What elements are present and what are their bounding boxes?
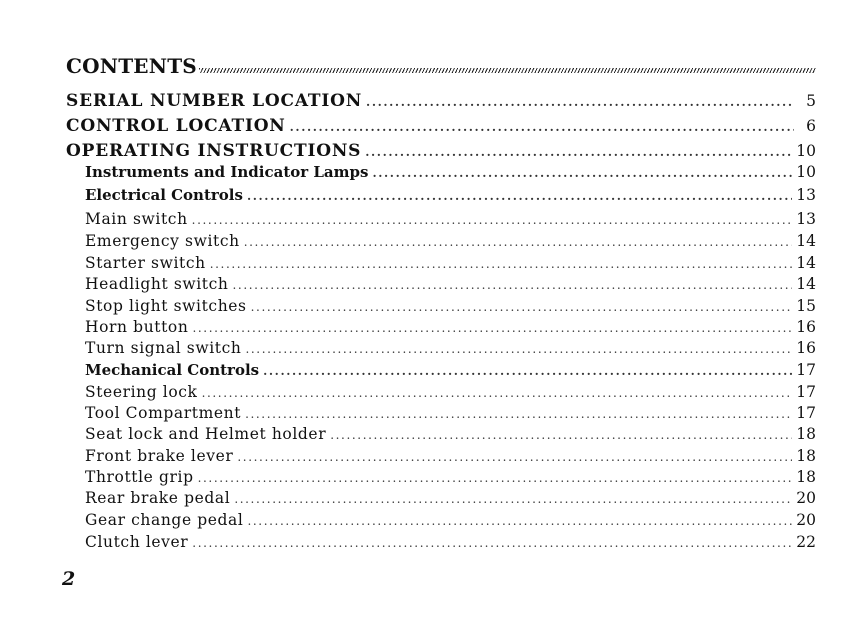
toc-dot-leader (290, 120, 794, 134)
toc-entry[interactable] (66, 141, 816, 161)
toc-dot-leader (234, 492, 792, 506)
toc-entry-label: Tool Compartment (85, 404, 242, 422)
toc-entry-page-number: 16 (796, 318, 816, 336)
toc-entry[interactable] (85, 254, 816, 272)
toc-dot-leader (237, 450, 792, 464)
toc-entry-label: Mechanical Controls (85, 361, 260, 379)
toc-entry-label: Headlight switch (85, 275, 229, 293)
toc-dot-leader (247, 189, 792, 203)
toc-entry[interactable] (85, 318, 816, 336)
toc-entry-page-number: 6 (806, 117, 816, 135)
toc-dot-leader (263, 364, 792, 378)
toc-entry[interactable] (66, 91, 816, 111)
toc-entry-label: Main switch (85, 210, 188, 228)
toc-entry-label: Front brake lever (85, 447, 234, 465)
toc-dot-leader (366, 95, 794, 109)
toc-entry-page-number: 20 (796, 511, 816, 529)
toc-dot-leader (372, 166, 792, 180)
toc-dot-leader (198, 471, 793, 485)
toc-dot-leader (330, 428, 792, 442)
toc-entry-label: OPERATING INSTRUCTIONS (66, 141, 362, 161)
toc-entry[interactable] (85, 275, 816, 293)
toc-entry[interactable] (85, 425, 816, 443)
toc-dot-leader (245, 342, 792, 356)
toc-entry-page-number: 17 (796, 383, 816, 401)
page-number: 2 (62, 568, 76, 590)
toc-entry-label: Rear brake pedal (85, 489, 231, 507)
toc-entry-page-number: 18 (796, 425, 816, 443)
toc-dot-leader (233, 278, 793, 292)
toc-entry[interactable] (85, 489, 816, 507)
contents-heading-row (66, 46, 816, 76)
heading-hatched-rule (199, 68, 816, 73)
toc-entry[interactable] (85, 297, 816, 315)
toc-entry-page-number: 14 (796, 275, 816, 293)
toc-entry[interactable] (66, 116, 816, 136)
toc-entry-page-number: 14 (796, 254, 816, 272)
toc-dot-leader (245, 407, 792, 421)
toc-entry-label: Instruments and Indicator Lamps (85, 163, 369, 181)
toc-entry-label: Throttle grip (85, 468, 194, 486)
toc-entry[interactable] (85, 210, 816, 228)
toc-entry-label: CONTROL LOCATION (66, 116, 286, 136)
toc-entry-page-number: 22 (796, 533, 816, 551)
toc-dot-leader (251, 300, 793, 314)
toc-entry-label: Emergency switch (85, 232, 240, 250)
toc-entry-page-number: 18 (796, 468, 816, 486)
toc-entry-page-number: 10 (796, 163, 816, 181)
toc-entry-label: Horn button (85, 318, 189, 336)
toc-entry-page-number: 17 (796, 404, 816, 422)
toc-entry-page-number: 18 (796, 447, 816, 465)
toc-entry-label: Electrical Controls (85, 186, 243, 204)
toc-entry[interactable] (85, 186, 816, 204)
toc-entry[interactable] (85, 232, 816, 250)
toc-entry-page-number: 13 (796, 210, 816, 228)
toc-entry[interactable] (85, 361, 816, 379)
contents-heading: CONTENTS (66, 54, 197, 78)
toc-dot-leader (244, 235, 793, 249)
toc-entry[interactable] (85, 339, 816, 357)
toc-entry-label: Starter switch (85, 254, 206, 272)
toc-dot-leader (192, 321, 792, 335)
toc-entry-label: Stop light switches (85, 297, 247, 315)
toc-dot-leader (192, 536, 792, 550)
toc-dot-leader (247, 514, 792, 528)
toc-entry-label: SERIAL NUMBER LOCATION (66, 91, 363, 111)
toc-dot-leader (210, 257, 793, 271)
toc-entry[interactable] (85, 383, 816, 401)
toc-entry-label: Steering lock (85, 383, 198, 401)
toc-entry-page-number: 16 (796, 339, 816, 357)
toc-dot-leader (202, 386, 793, 400)
toc-entry-label: Clutch lever (85, 533, 189, 551)
toc-dot-leader (192, 213, 793, 227)
toc-entry-page-number: 5 (806, 92, 816, 110)
toc-entry-label: Turn signal switch (85, 339, 242, 357)
toc-entry-page-number: 13 (796, 186, 816, 204)
toc-entry[interactable] (85, 533, 816, 551)
toc-entry-label: Gear change pedal (85, 511, 244, 529)
toc-entry-page-number: 15 (796, 297, 816, 315)
toc-entry[interactable] (85, 404, 816, 422)
toc-entry[interactable] (85, 468, 816, 486)
toc-entry[interactable] (85, 163, 816, 181)
toc-dot-leader (365, 145, 792, 159)
toc-entry[interactable] (85, 447, 816, 465)
toc-entry-page-number: 17 (796, 361, 816, 379)
toc-entry-page-number: 14 (796, 232, 816, 250)
toc-entry[interactable] (85, 511, 816, 529)
toc-entry-page-number: 10 (796, 142, 816, 160)
toc-entry-label: Seat lock and Helmet holder (85, 425, 327, 443)
toc-entry-page-number: 20 (796, 489, 816, 507)
